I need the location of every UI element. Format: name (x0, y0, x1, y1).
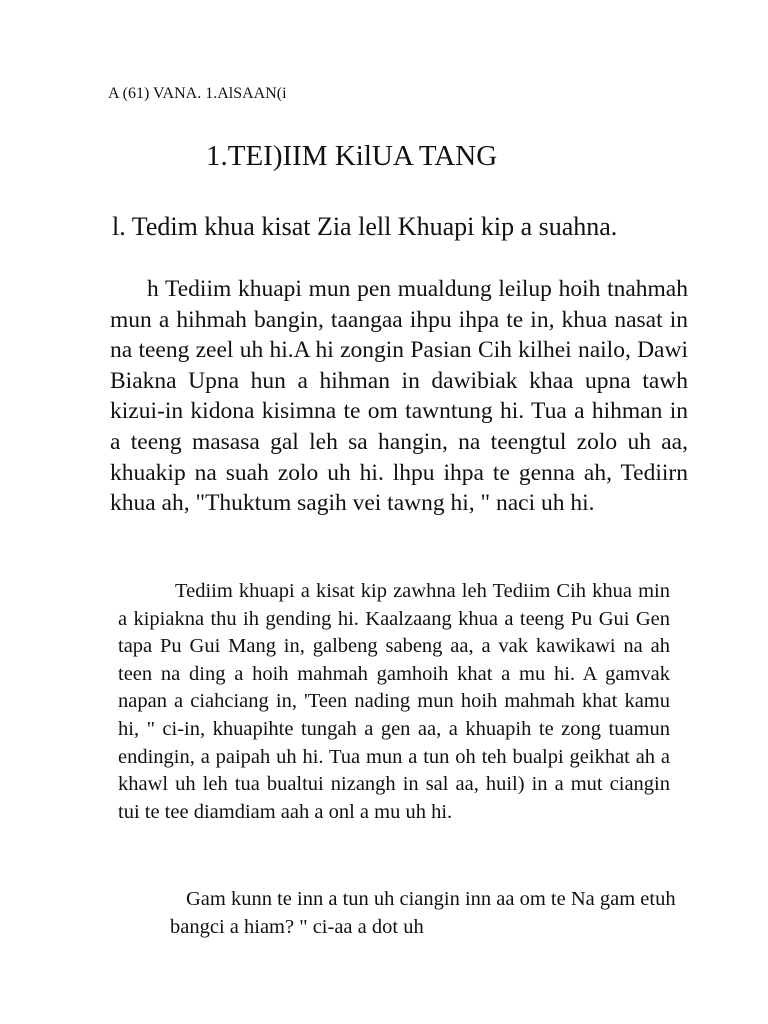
body-paragraph-2: Tediim khuapi a kisat kip zawhna leh Tediim Cih khua min a kipiakna thu ih gending hi. Kaalzaang khua a teeng Pu Gui Gen tapa Pu Gui Mang in, galbeng sabeng aa, a vak kawikawi na ah teen na ding a hoih mahmah gamhoih khat a mu hi. A gamvak napan a ciahciang in, 'Teen nading mun hoih mahmah khat kamu hi, " ci-in, khuapihte tungah a gen aa, a khuapih te zong tuamun endingin, a paipah uh hi. Tua mun a tun oh teh bualpi geikhat ah a khawl uh leh tua bualtui nizangh in sal aa, huil) in a mut ciangin tui te tee diamdiam aah a onl a mu uh hi. (118, 580, 670, 823)
body-paragraph-1: h Tediim khuapi mun pen mualdung leilup hoih tnahmah mun a hihmah bangin, taangaa ihpu ihpa te in, khua nasat in na teeng zeel uh hi.A hi zongin Pasian Cih kilhei nailo, Dawi Biakna Upna hun a hihman in dawibiak khaa upna tawh kizui-in kidona kisimna te om tawntung hi. Tua a hihman in a teeng masasa gal leh sa hangin, na teengtul zolo uh aa, khuakip na suah zolo uh hi. lhpu ihpa te genna ah, Tediirn khua ah, "Thuktum sagih vei tawng hi, " naci uh hi. (110, 276, 688, 517)
running-header: A (61) VANA. 1.AlSAAN(i (108, 85, 287, 102)
chapter-title: 1.TEI)IIM KilUA TANG (206, 140, 498, 172)
section-heading: l. Tedim khua kisat Zia lell Khuapi kip a suahna. (112, 212, 618, 241)
body-paragraph-3: Gam kunn te inn a tun uh ciangin inn aa om te Na gam etuh bangci a hiam? " ci-aa a dot uh (170, 888, 676, 938)
